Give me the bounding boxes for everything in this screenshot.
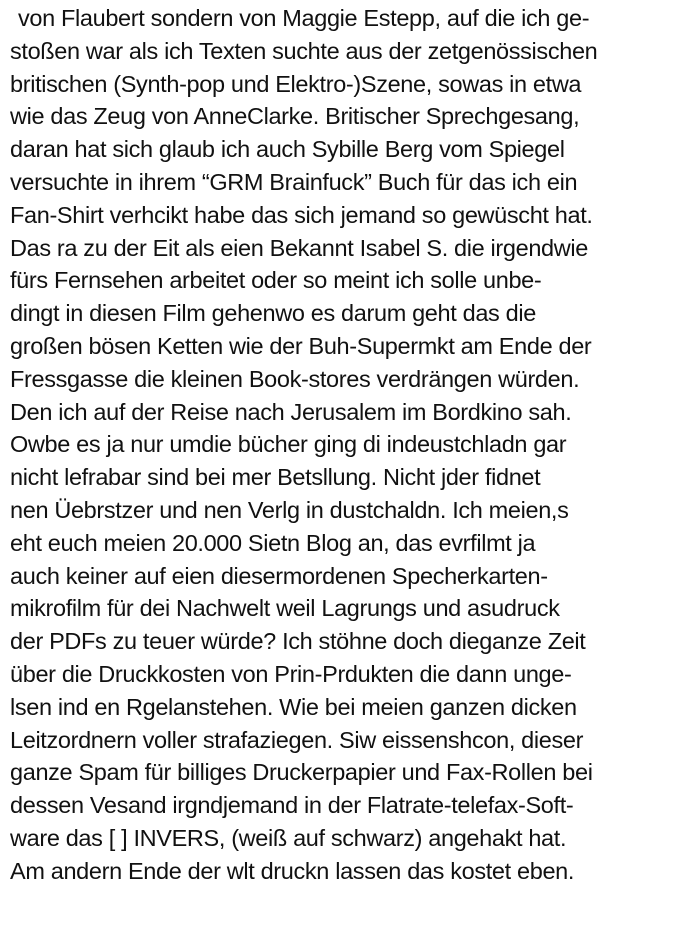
text-line: nen Üebrstzer und nen Verlg in dustchaldn. Ich meien,s [10, 496, 569, 523]
text-line: Fressgasse die kleinen Book-stores verdrängen würden. [10, 365, 580, 392]
text-line: fürs Fernsehen arbeitet oder so meint ich solle unbe- [10, 267, 542, 294]
text-line: auch keiner auf eien diesermordenen Specherkarten- [10, 562, 548, 589]
text-line: eht euch meien 20.000 Sietn Blog an, das evrfilmt ja [10, 529, 536, 556]
text-line: daran hat sich glaub ich auch Sybille Berg vom Spiegel [10, 136, 565, 163]
text-line: der PDFs zu teuer würde? Ich stöhne doch dieganze Zeit [10, 628, 586, 655]
text-line: britischen (Synth-pop und Elektro-)Szene, sowas in etwa [10, 70, 582, 97]
text-line: Das ra zu der Eit als eien Bekannt Isabel S. die irgendwie [10, 234, 588, 261]
text-line: versuchte in ihrem “GRM Brainfuck” Buch für das ich ein [10, 168, 578, 195]
document-page [10, 2, 678, 888]
text-line: von Flaubert sondern von Maggie Estepp, auf die ich ge- [18, 5, 590, 31]
text-line: großen bösen Ketten wie der Buh-Supermkt am Ende der [10, 332, 592, 359]
text-line: ganze Spam für billiges Druckerpapier und Fax-Rollen bei [10, 759, 593, 786]
text-line: Fan-Shirt verhcikt habe das sich jemand so gewüscht hat. [10, 201, 593, 228]
text-line: Den ich auf der Reise nach Jerusalem im Bordkino sah. [10, 398, 572, 425]
text-line: über die Druckkosten von Prin-Prdukten die dann unge- [10, 660, 572, 687]
text-line: wie das Zeug von AnneClarke. Britischer Sprechgesang, [10, 103, 580, 130]
text-line: nicht lefrabar sind bei mer Betsllung. Nicht jder fidnet [10, 464, 541, 491]
text-line: stoßen war als ich Texten suchte aus der zetgenössischen [10, 37, 598, 64]
text-line: dingt in diesen Film gehenwo es darum geht das die [10, 300, 536, 327]
text-line: Leitzordnern voller strafaziegen. Siw eissenshcon, dieser [10, 726, 584, 753]
text-line: dessen Vesand irgndjemand in der Flatrate-telefax-Soft- [10, 792, 574, 819]
text-line: ware das [ ] INVERS, (weiß auf schwarz) angehakt hat. [10, 824, 567, 851]
text-line: mikrofilm für dei Nachwelt weil Lagrungs und asudruck [10, 595, 560, 622]
text-line: Am andern Ende der wlt druckn lassen das kostet eben. [10, 857, 575, 884]
text-line: lsen ind en Rgelanstehen. Wie bei meien ganzen dicken [10, 693, 577, 720]
text-line: Owbe es ja nur umdie bücher ging di indeustchladn gar [10, 431, 567, 458]
